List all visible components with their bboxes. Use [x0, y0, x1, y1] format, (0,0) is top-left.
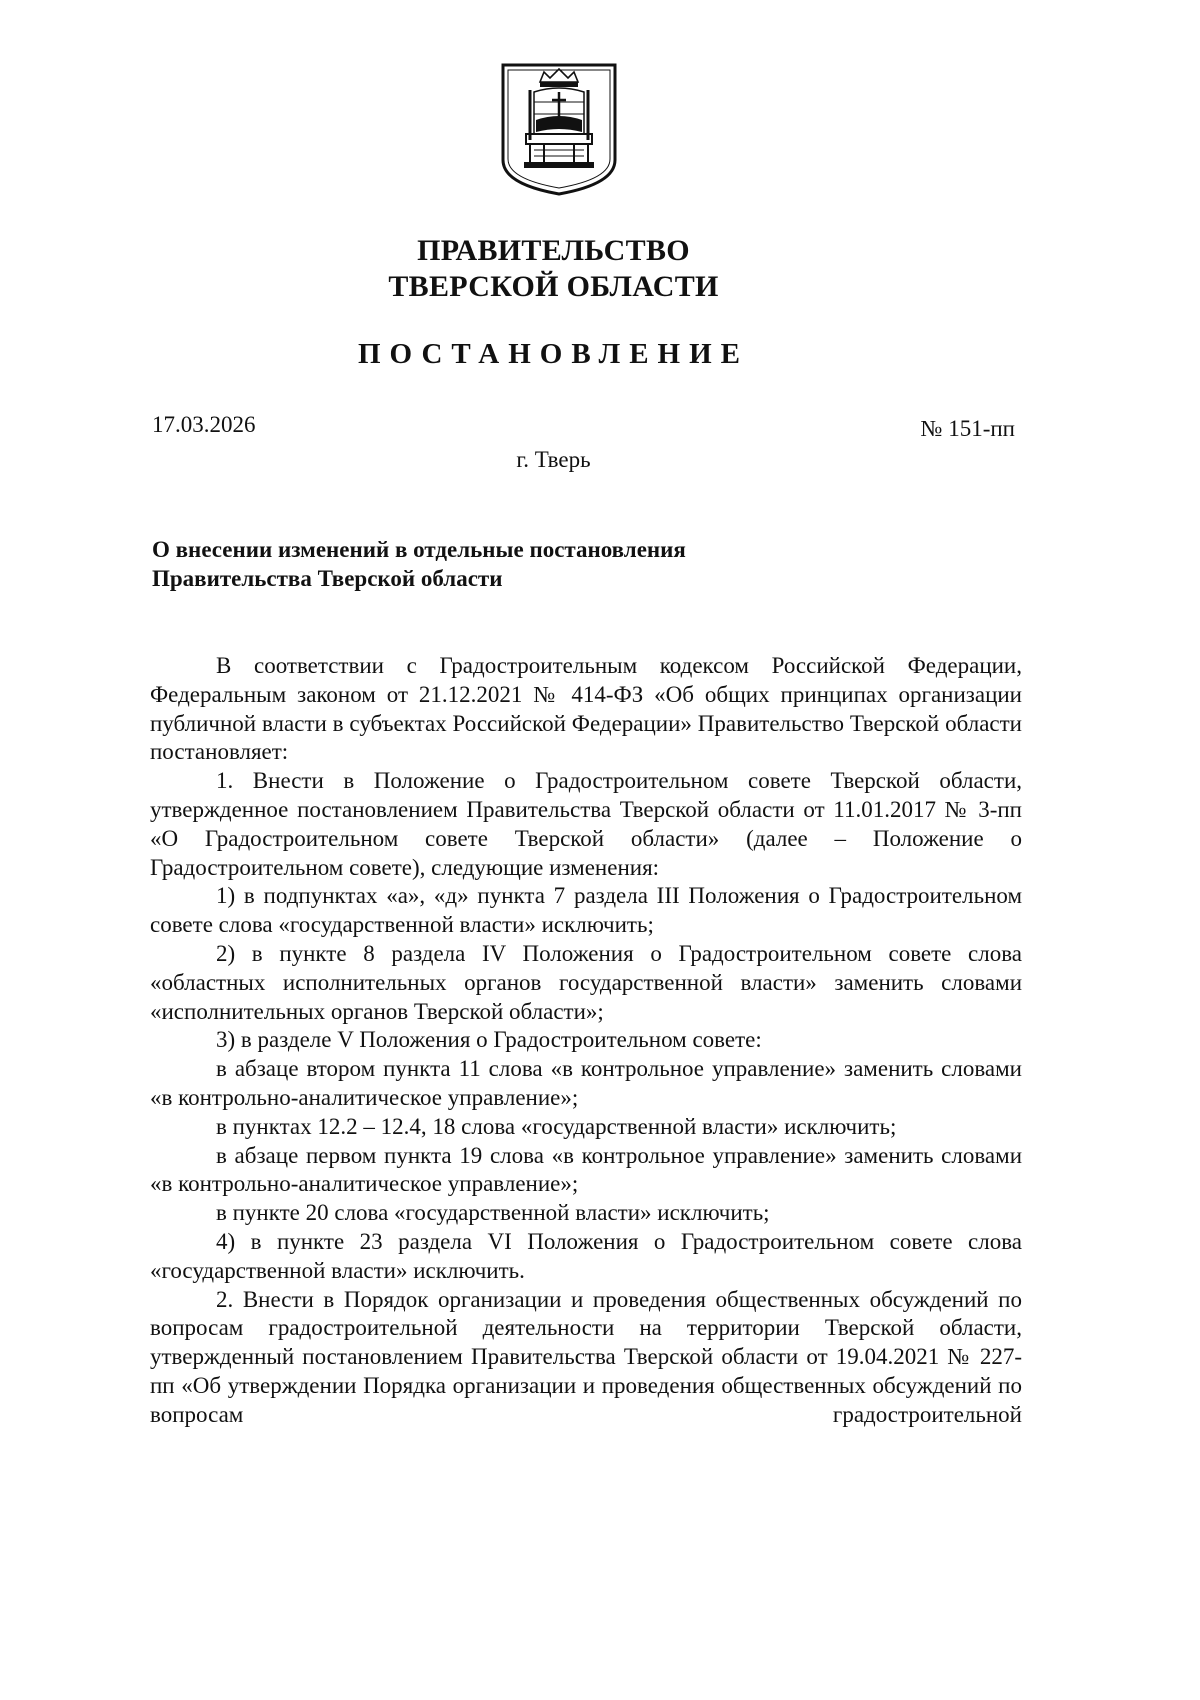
org-name-line1: ПРАВИТЕЛЬСТВО — [417, 234, 690, 267]
org-name-line2: ТВЕРСКОЙ ОБЛАСТИ — [388, 270, 719, 303]
paragraph: в абзаце первом пункта 19 слова «в контрольное управление» заменить словами «в контрольно-аналитическое управление»; — [150, 1142, 1022, 1197]
document-body — [150, 652, 1022, 1430]
document-city: г. Тверь — [516, 447, 591, 472]
paragraph: 3) в разделе V Положения о Градостроительном совете: — [216, 1027, 762, 1053]
paragraph: 2. Внести в Порядок организации и проведения общественных обсуждений по вопросам градостроительной деятельности на территории Тверской области, утвержденный постановлением Правительства Тверской области от 19.04.2021 № 227-пп «Об утверждении Порядка организации и проведения общественных обсуждений по вопросам градостроительной — [150, 1286, 1022, 1427]
tver-coat-of-arms-icon — [500, 62, 618, 197]
document-type: ПОСТАНОВЛЕНИЕ — [357, 338, 749, 370]
document-subject — [152, 535, 852, 593]
document-number: № 151-пп — [920, 416, 1015, 441]
paragraph: в пункте 20 слова «государственной власти» исключить; — [216, 1200, 770, 1226]
subject-line1: О внесении изменений в отдельные постановления — [152, 537, 686, 562]
paragraph: 1) в подпунктах «а», «д» пункта 7 раздела III Положения о Градостроительном совете слова «государственной власти» исключить; — [150, 883, 1022, 938]
paragraph: 1. Внести в Положение о Градостроительном совете Тверской области, утвержденное постановлением Правительства Тверской области от 11.01.2017 № 3-пп «О Градостроительном совете Тверской области» (далее – Положение о Градостроительном совете), следующие изменения: — [150, 768, 1022, 880]
document-date: 17.03.2026 — [152, 412, 256, 437]
paragraph: в пунктах 12.2 – 12.4, 18 слова «государственной власти» исключить; — [216, 1113, 897, 1139]
paragraph: в абзаце втором пункта 11 слова «в контрольное управление» заменить словами «в контрольно-аналитическое управление»; — [150, 1056, 1022, 1110]
subject-line2: Правительства Тверской области — [152, 566, 503, 591]
paragraph: 2) в пункте 8 раздела IV Положения о Градостроительном совете слова «областных исполнительных органов государственной власти» заменить словами «исполнительных органов Тверской области»; — [150, 940, 1022, 1024]
paragraph: В соответствии с Градостроительным кодексом Российской Федерации, Федеральным законом от 21.12.2021 № 414-ФЗ «Об общих принципах организации публичной власти в субъектах Российской Федерации» Правительство Тверской области постановляет: — [150, 653, 1022, 765]
paragraph: 4) в пункте 23 раздела VI Положения о Градостроительном совете слова «государственной власти» исключить. — [150, 1228, 1022, 1283]
